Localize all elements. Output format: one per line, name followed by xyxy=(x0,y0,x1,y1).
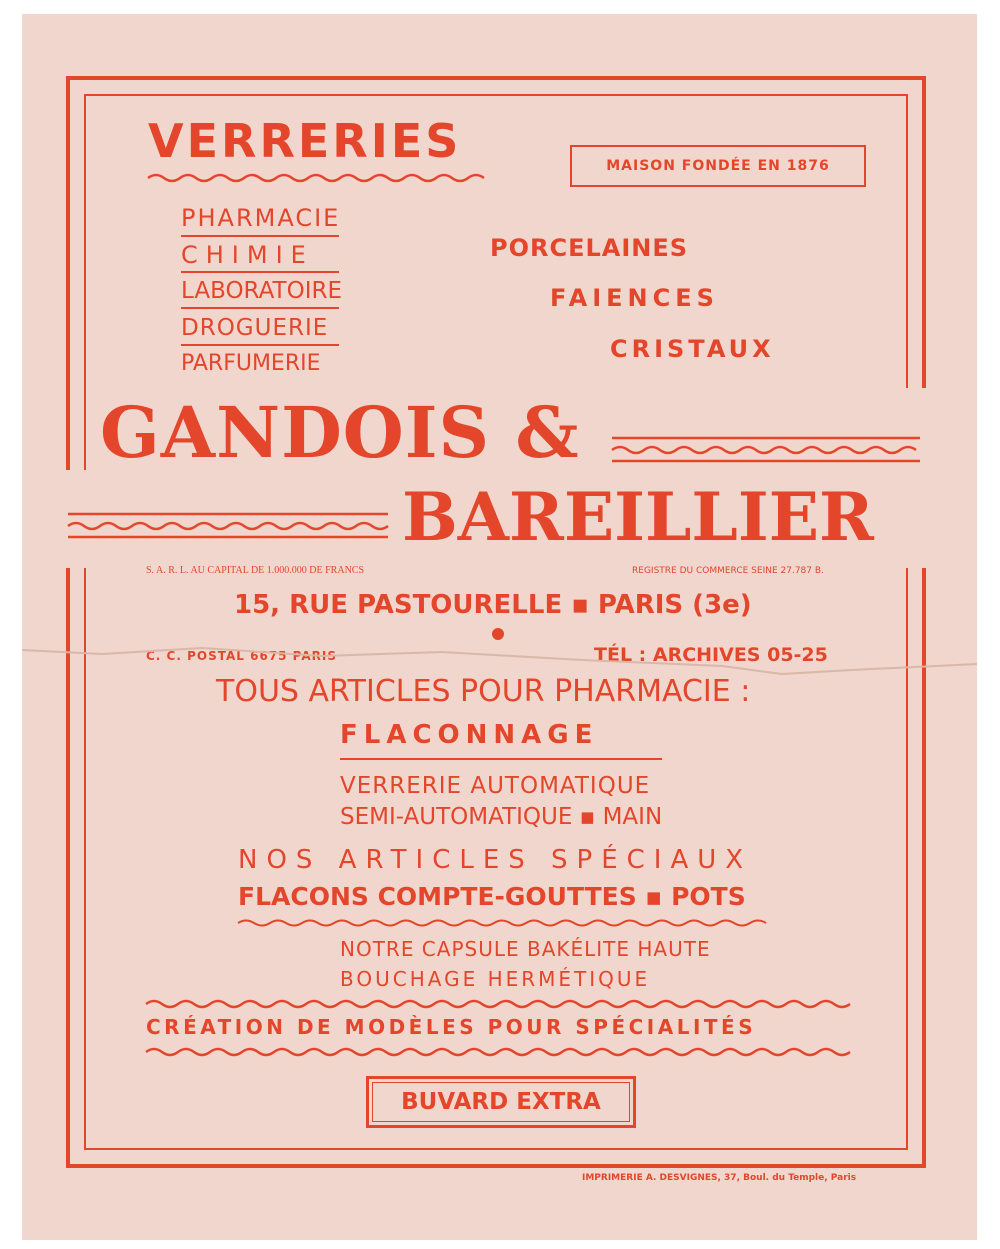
verrerie-automatique: VERRERIE AUTOMATIQUE xyxy=(340,773,651,799)
category-pharmacie: PHARMACIE xyxy=(181,204,341,232)
category-divider xyxy=(181,271,339,273)
semi-automatique: SEMI-AUTOMATIQUE ▪ MAIN xyxy=(340,804,663,830)
category-parfumerie: PARFUMERIE xyxy=(181,351,321,376)
product-faiences: FAIENCES xyxy=(550,284,719,312)
company-wave-right xyxy=(612,436,922,466)
tous-articles: TOUS ARTICLES POUR PHARMACIE : xyxy=(216,674,751,709)
legal-capital: S. A. R. L. AU CAPITAL DE 1.000.000 DE FRANCS xyxy=(146,565,365,576)
address-street: 15, RUE PASTOURELLE ▪ PARIS (3e) xyxy=(234,590,752,620)
flaconnage-underline xyxy=(340,758,662,760)
capsule-bakelite: NOTRE CAPSULE BAKÉLITE HAUTE xyxy=(340,937,711,961)
company-wave-left xyxy=(68,512,390,542)
bouchage-hermetique: BOUCHAGE HERMÉTIQUE xyxy=(340,967,651,991)
category-laboratoire: LABORATOIRE xyxy=(181,278,342,304)
product-cristaux: CRISTAUX xyxy=(610,335,775,363)
creation-wave-top xyxy=(146,998,851,1012)
category-divider xyxy=(181,235,339,237)
creation-modeles: CRÉATION DE MODÈLES POUR SPÉCIALITÉS xyxy=(146,1015,757,1039)
bullet-dot xyxy=(492,628,504,640)
buvard-box xyxy=(366,1076,636,1128)
flaconnage: FLACONNAGE xyxy=(340,720,599,750)
legal-registre: REGISTRE DU COMMERCE SEINE 27.787 B. xyxy=(632,566,824,576)
maison-text: MAISON FONDÉE EN 1876 xyxy=(606,158,830,174)
nos-articles: NOS ARTICLES SPÉCIAUX xyxy=(238,845,753,875)
buvard-inner-box xyxy=(372,1082,630,1122)
creation-wave-bottom xyxy=(146,1046,851,1060)
category-divider xyxy=(181,344,339,346)
category-droguerie: DROGUERIE xyxy=(181,315,329,341)
flacons-compte-gouttes: FLACONS COMPTE-GOUTTES ▪ POTS xyxy=(238,882,746,911)
company-name-line1: GANDOIS & xyxy=(100,391,580,474)
flacons-wave xyxy=(238,918,766,930)
address-postal: C. C. POSTAL 6675 PARIS xyxy=(146,649,337,663)
maison-box xyxy=(570,145,866,187)
verreries-title: VERRERIES xyxy=(148,114,462,168)
address-tel: TÉL : ARCHIVES 05-25 xyxy=(594,644,828,666)
buvard-text: BUVARD EXTRA xyxy=(401,1089,601,1115)
frame-gap-right xyxy=(890,388,940,568)
category-chimie: CHIMIE xyxy=(181,241,314,269)
imprimerie: IMPRIMERIE A. DESVIGNES, 37, Boul. du Temple, Paris xyxy=(582,1173,857,1183)
company-name-line2: BAREILLIER xyxy=(402,478,874,556)
verreries-wave xyxy=(148,172,493,188)
product-porcelaines: PORCELAINES xyxy=(490,234,689,262)
category-divider xyxy=(181,307,339,309)
